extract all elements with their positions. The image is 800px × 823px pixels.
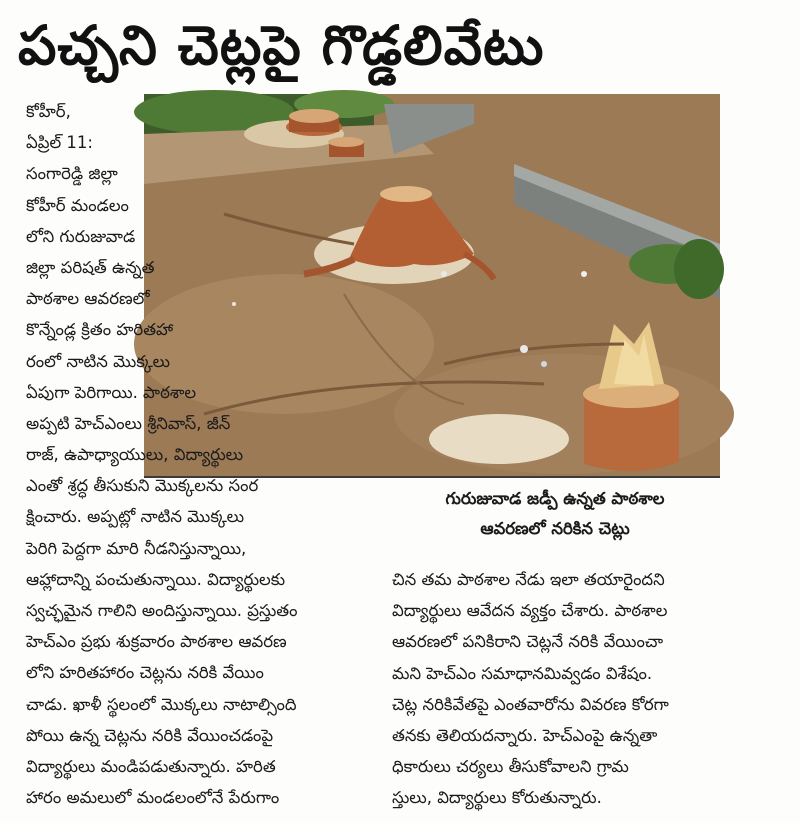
text-line: ఏపుగా పెరిగాయి. పాఠశాల — [26, 382, 197, 402]
text-line: హారం అమలులో మండలంలోనే పేరుగాం — [26, 788, 280, 808]
text-line: రాజ్, ఉపాధ్యాయులు, విద్యార్థులు — [26, 445, 244, 465]
article-body-left — [26, 96, 374, 813]
text-line: అప్పటి హెచ్‌ఎంలు శ్రీనివాస్, జీన్ — [26, 413, 231, 433]
text-line: ఎంతో శ్రద్ధ తీసుకుని మొక్కలను సంర — [26, 476, 259, 496]
text-line: పాఠశాల ఆవరణలో — [26, 289, 150, 309]
text-line: కొన్నేండ్ల క్రితం హరితహా — [26, 320, 174, 340]
text-line: స్వచ్ఛమైన గాలిని అందిస్తున్నాయి. ప్రస్తుతం — [26, 601, 298, 620]
text-line: విద్యార్థులు మండిపడుతున్నారు. హరిత — [26, 756, 276, 776]
text-line: చాడు. ఖాళీ స్థలంలో మొక్కలు నాటాల్సింది — [26, 694, 297, 714]
headline: పచ్చని చెట్లపై గొడ్డలివేటు — [18, 14, 545, 77]
caption-line: గురుజువాడ జడ్పీ ఉన్నత పాఠశాల — [445, 489, 665, 508]
text-line: ధికారులు చర్యలు తీసుకోవాలని గ్రామ — [392, 757, 629, 777]
text-line: ఆహ్లాదాన్ని పంచుతున్నాయి. విద్యార్థులకు — [26, 569, 286, 589]
text-line: స్తులు, విద్యార్థులు కోరుతున్నారు. — [392, 788, 602, 808]
text-line: రంలో నాటిన మొక్కలు — [26, 351, 170, 371]
text-line: హెచ్‌ఎం ప్రభు శుక్రవారం పాఠశాల ఆవరణ — [26, 632, 287, 652]
text-line: కోహీర్ మండలం — [26, 195, 129, 215]
text-line: పోయి ఉన్న చెట్లను నరికి వేయించడంపై — [26, 725, 274, 745]
text-line: తనకు తెలియదన్నారు. హెచ్‌ఎంపై ఉన్నతా — [392, 725, 658, 745]
text-line: చిన తమ పాఠశాల నేడు ఇలా తయారైందని — [392, 570, 665, 589]
text-line: జిల్లా పరిషత్ ఉన్నత — [26, 257, 155, 277]
text-line: మని హెచ్‌ఎం సమాధానమివ్వడం విశేషం. — [392, 663, 653, 683]
text-line: లోని హరితహారం చెట్లను నరికి వేయిం — [26, 663, 264, 683]
photo-caption — [390, 484, 720, 544]
text-line: చెట్ల నరికివేతపై ఎంతవారోను వివరణ కోరగా — [392, 694, 669, 714]
caption-line: ఆవరణలో నరికిన చెట్లు — [480, 519, 630, 538]
text-line: పెరిగి పెద్దగా మారి నీడనిస్తున్నాయి, — [26, 538, 247, 558]
text-line: కోహీర్, — [26, 102, 71, 121]
text-line: లోని గురుజువాడ — [26, 226, 136, 246]
text-line: ఏప్రిల్ 11: — [26, 133, 93, 153]
article-body-right — [392, 564, 722, 814]
text-line: క్షించారు. అప్పట్లో నాటిన మొక్కలు — [26, 507, 245, 527]
text-line: ఆవరణలో పనికిరాని చెట్లనే నరికి వేయించా — [392, 632, 664, 652]
text-line: సంగారెడ్డి జిల్లా — [26, 164, 118, 184]
text-line: విద్యార్థులు ఆవేదన వ్యక్తం చేశారు. పాఠశాల — [392, 601, 668, 621]
